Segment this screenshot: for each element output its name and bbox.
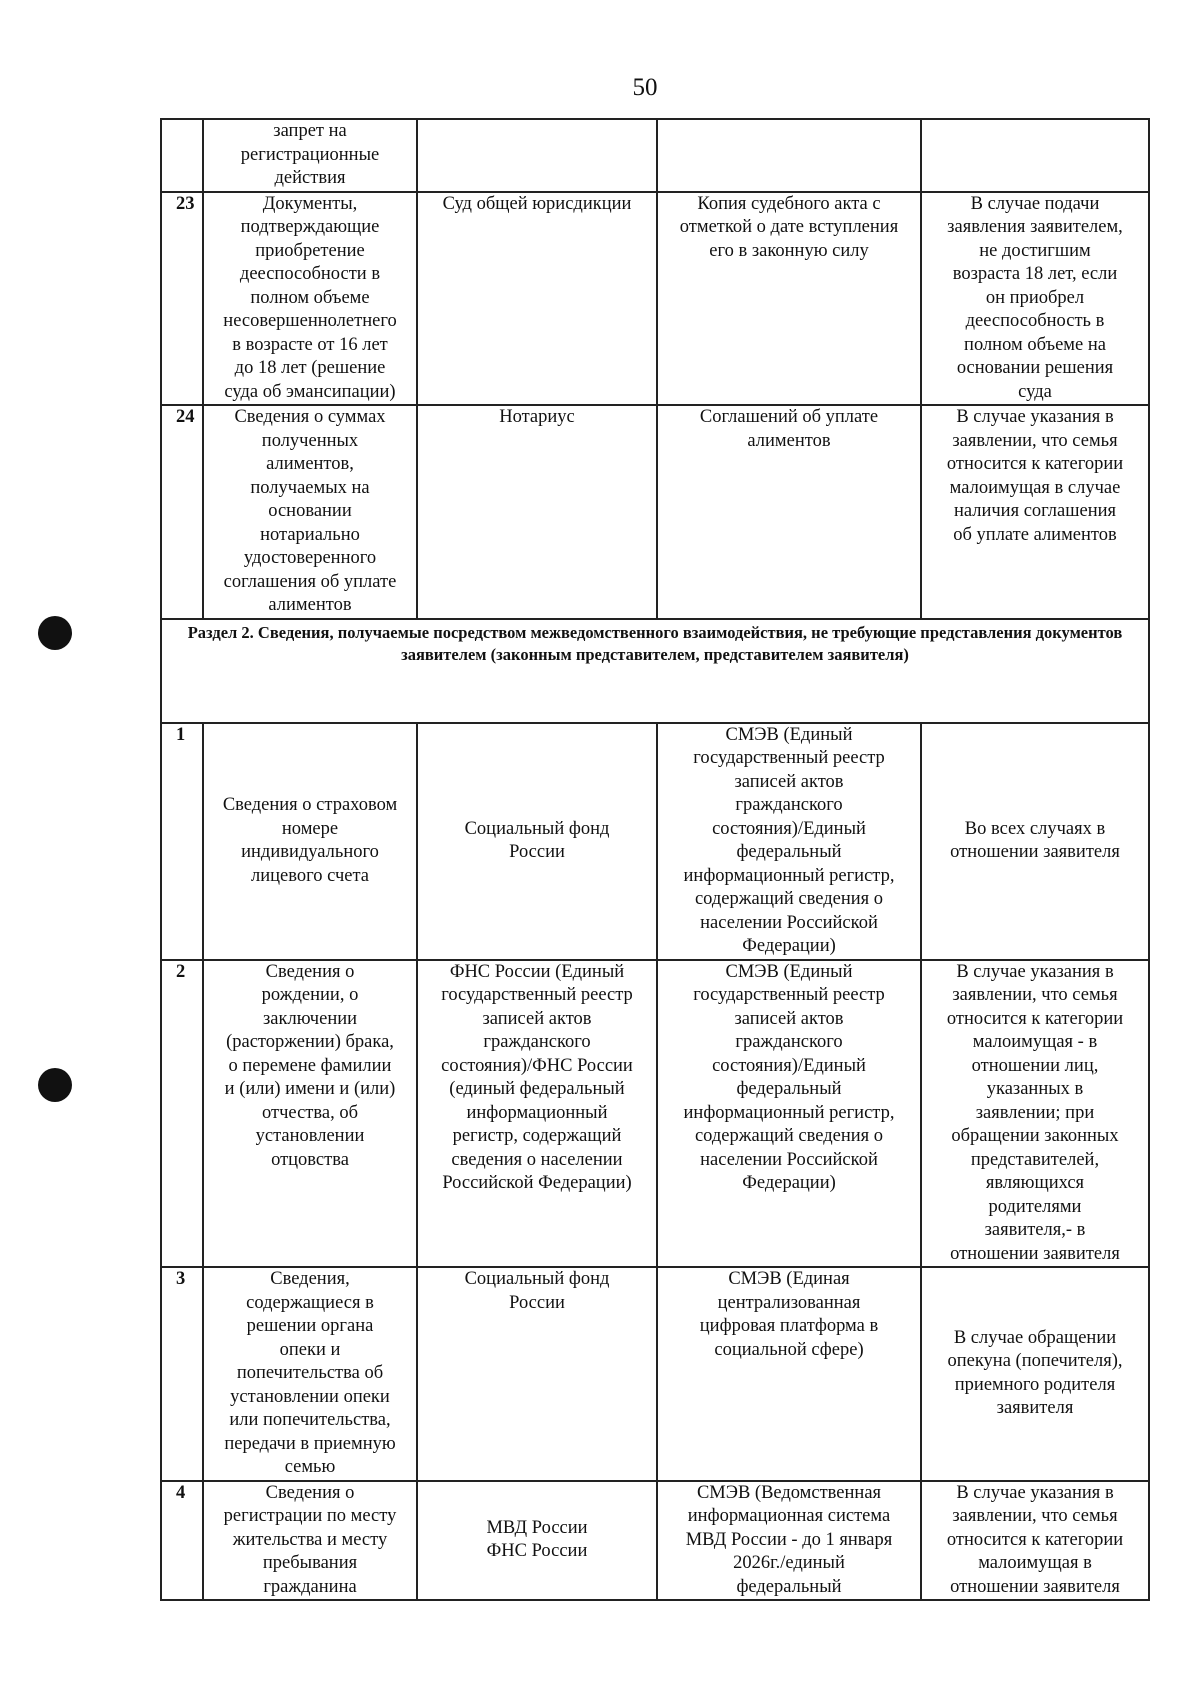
- condition-cell: В случае указания в заявлении, что семья относится к категории малоимущая - в отношении лиц, указанных в заявлении; при обращении законных представителей, являющихся родителями заявителя,- в отношении заявителя: [921, 960, 1149, 1268]
- form-cell: СМЭВ (Единый государственный реестр записей актов гражданского состояния)/Единый федеральный информационный регистр, содержащий сведения о населении Российской Федерации): [657, 723, 921, 960]
- section-heading-row: [161, 619, 1149, 723]
- documents-table: [160, 118, 1150, 1601]
- source-cell: Социальный фонд России: [417, 1267, 657, 1481]
- source-cell: Социальный фонд России: [417, 723, 657, 960]
- form-cell: [657, 119, 921, 192]
- document-name-cell: Документы, подтверждающие приобретение дееспособности в полном объеме несовершеннолетнего в возрасте от 16 лет до 18 лет (решение суда об эмансипации): [203, 192, 417, 406]
- form-cell: СМЭВ (Единый государственный реестр записей актов гражданского состояния)/Единый федеральный информационный регистр, содержащий сведения о населении Российской Федерации): [657, 960, 921, 1268]
- row-number: 1: [161, 723, 203, 960]
- table-row: [161, 405, 1149, 619]
- row-number: 2: [161, 960, 203, 1268]
- document-name-cell: Сведения о страховом номере индивидуального лицевого счета: [203, 723, 417, 960]
- row-number: [161, 119, 203, 192]
- punch-hole-mark: [38, 616, 72, 650]
- section-2-heading: Раздел 2. Сведения, получаемые посредством межведомственного взаимодействия, не требующие представления документов заявителем (законным представителем, представителем заявителя): [161, 619, 1149, 723]
- table-row: [161, 960, 1149, 1268]
- table-row: [161, 192, 1149, 406]
- source-cell: Суд общей юрисдикции: [417, 192, 657, 406]
- document-name-cell: запрет на регистрационные действия: [203, 119, 417, 192]
- table-row: [161, 1267, 1149, 1481]
- condition-cell: В случае указания в заявлении, что семья относится к категории малоимущая в случае наличия соглашения об уплате алиментов: [921, 405, 1149, 619]
- source-cell: МВД России ФНС России: [417, 1481, 657, 1601]
- page-number: 50: [632, 74, 658, 101]
- condition-cell: Во всех случаях в отношении заявителя: [921, 723, 1149, 960]
- document-name-cell: Сведения о регистрации по месту жительства и месту пребывания гражданина: [203, 1481, 417, 1601]
- source-cell: ФНС России (Единый государственный реестр записей актов гражданского состояния)/ФНС России (единый федеральный информационный регистр, содержащий сведения о населении Российской Федерации): [417, 960, 657, 1268]
- row-number: 24: [161, 405, 203, 619]
- condition-cell: В случае подачи заявления заявителем, не достигшим возраста 18 лет, если он приобрел дееспособность в полном объеме на основании решения суда: [921, 192, 1149, 406]
- source-cell: [417, 119, 657, 192]
- form-cell: Копия судебного акта с отметкой о дате вступления его в законную силу: [657, 192, 921, 406]
- condition-cell: В случае обращении опекуна (попечителя), приемного родителя заявителя: [921, 1267, 1149, 1481]
- form-cell: Соглашений об уплате алиментов: [657, 405, 921, 619]
- form-cell: СМЭВ (Единая централизованная цифровая платформа в социальной сфере): [657, 1267, 921, 1481]
- punch-hole-mark: [38, 1068, 72, 1102]
- row-number: 4: [161, 1481, 203, 1601]
- row-number: 3: [161, 1267, 203, 1481]
- document-name-cell: Сведения о рождении, о заключении (расторжении) брака, о перемене фамилии и (или) имени и (или) отчества, об установлении отцовства: [203, 960, 417, 1268]
- condition-cell: [921, 119, 1149, 192]
- document-name-cell: Сведения о суммах полученных алиментов, получаемых на основании нотариально удостоверенного соглашения об уплате алиментов: [203, 405, 417, 619]
- row-number: 23: [161, 192, 203, 406]
- source-cell: Нотариус: [417, 405, 657, 619]
- table-row: [161, 1481, 1149, 1601]
- form-cell: СМЭВ (Ведомственная информационная система МВД России - до 1 января 2026г./единый федеральный: [657, 1481, 921, 1601]
- table-row: [161, 723, 1149, 960]
- document-name-cell: Сведения, содержащиеся в решении органа опеки и попечительства об установлении опеки или попечительства, передачи в приемную семью: [203, 1267, 417, 1481]
- table-row: [161, 119, 1149, 192]
- condition-cell: В случае указания в заявлении, что семья относится к категории малоимущая в отношении заявителя: [921, 1481, 1149, 1601]
